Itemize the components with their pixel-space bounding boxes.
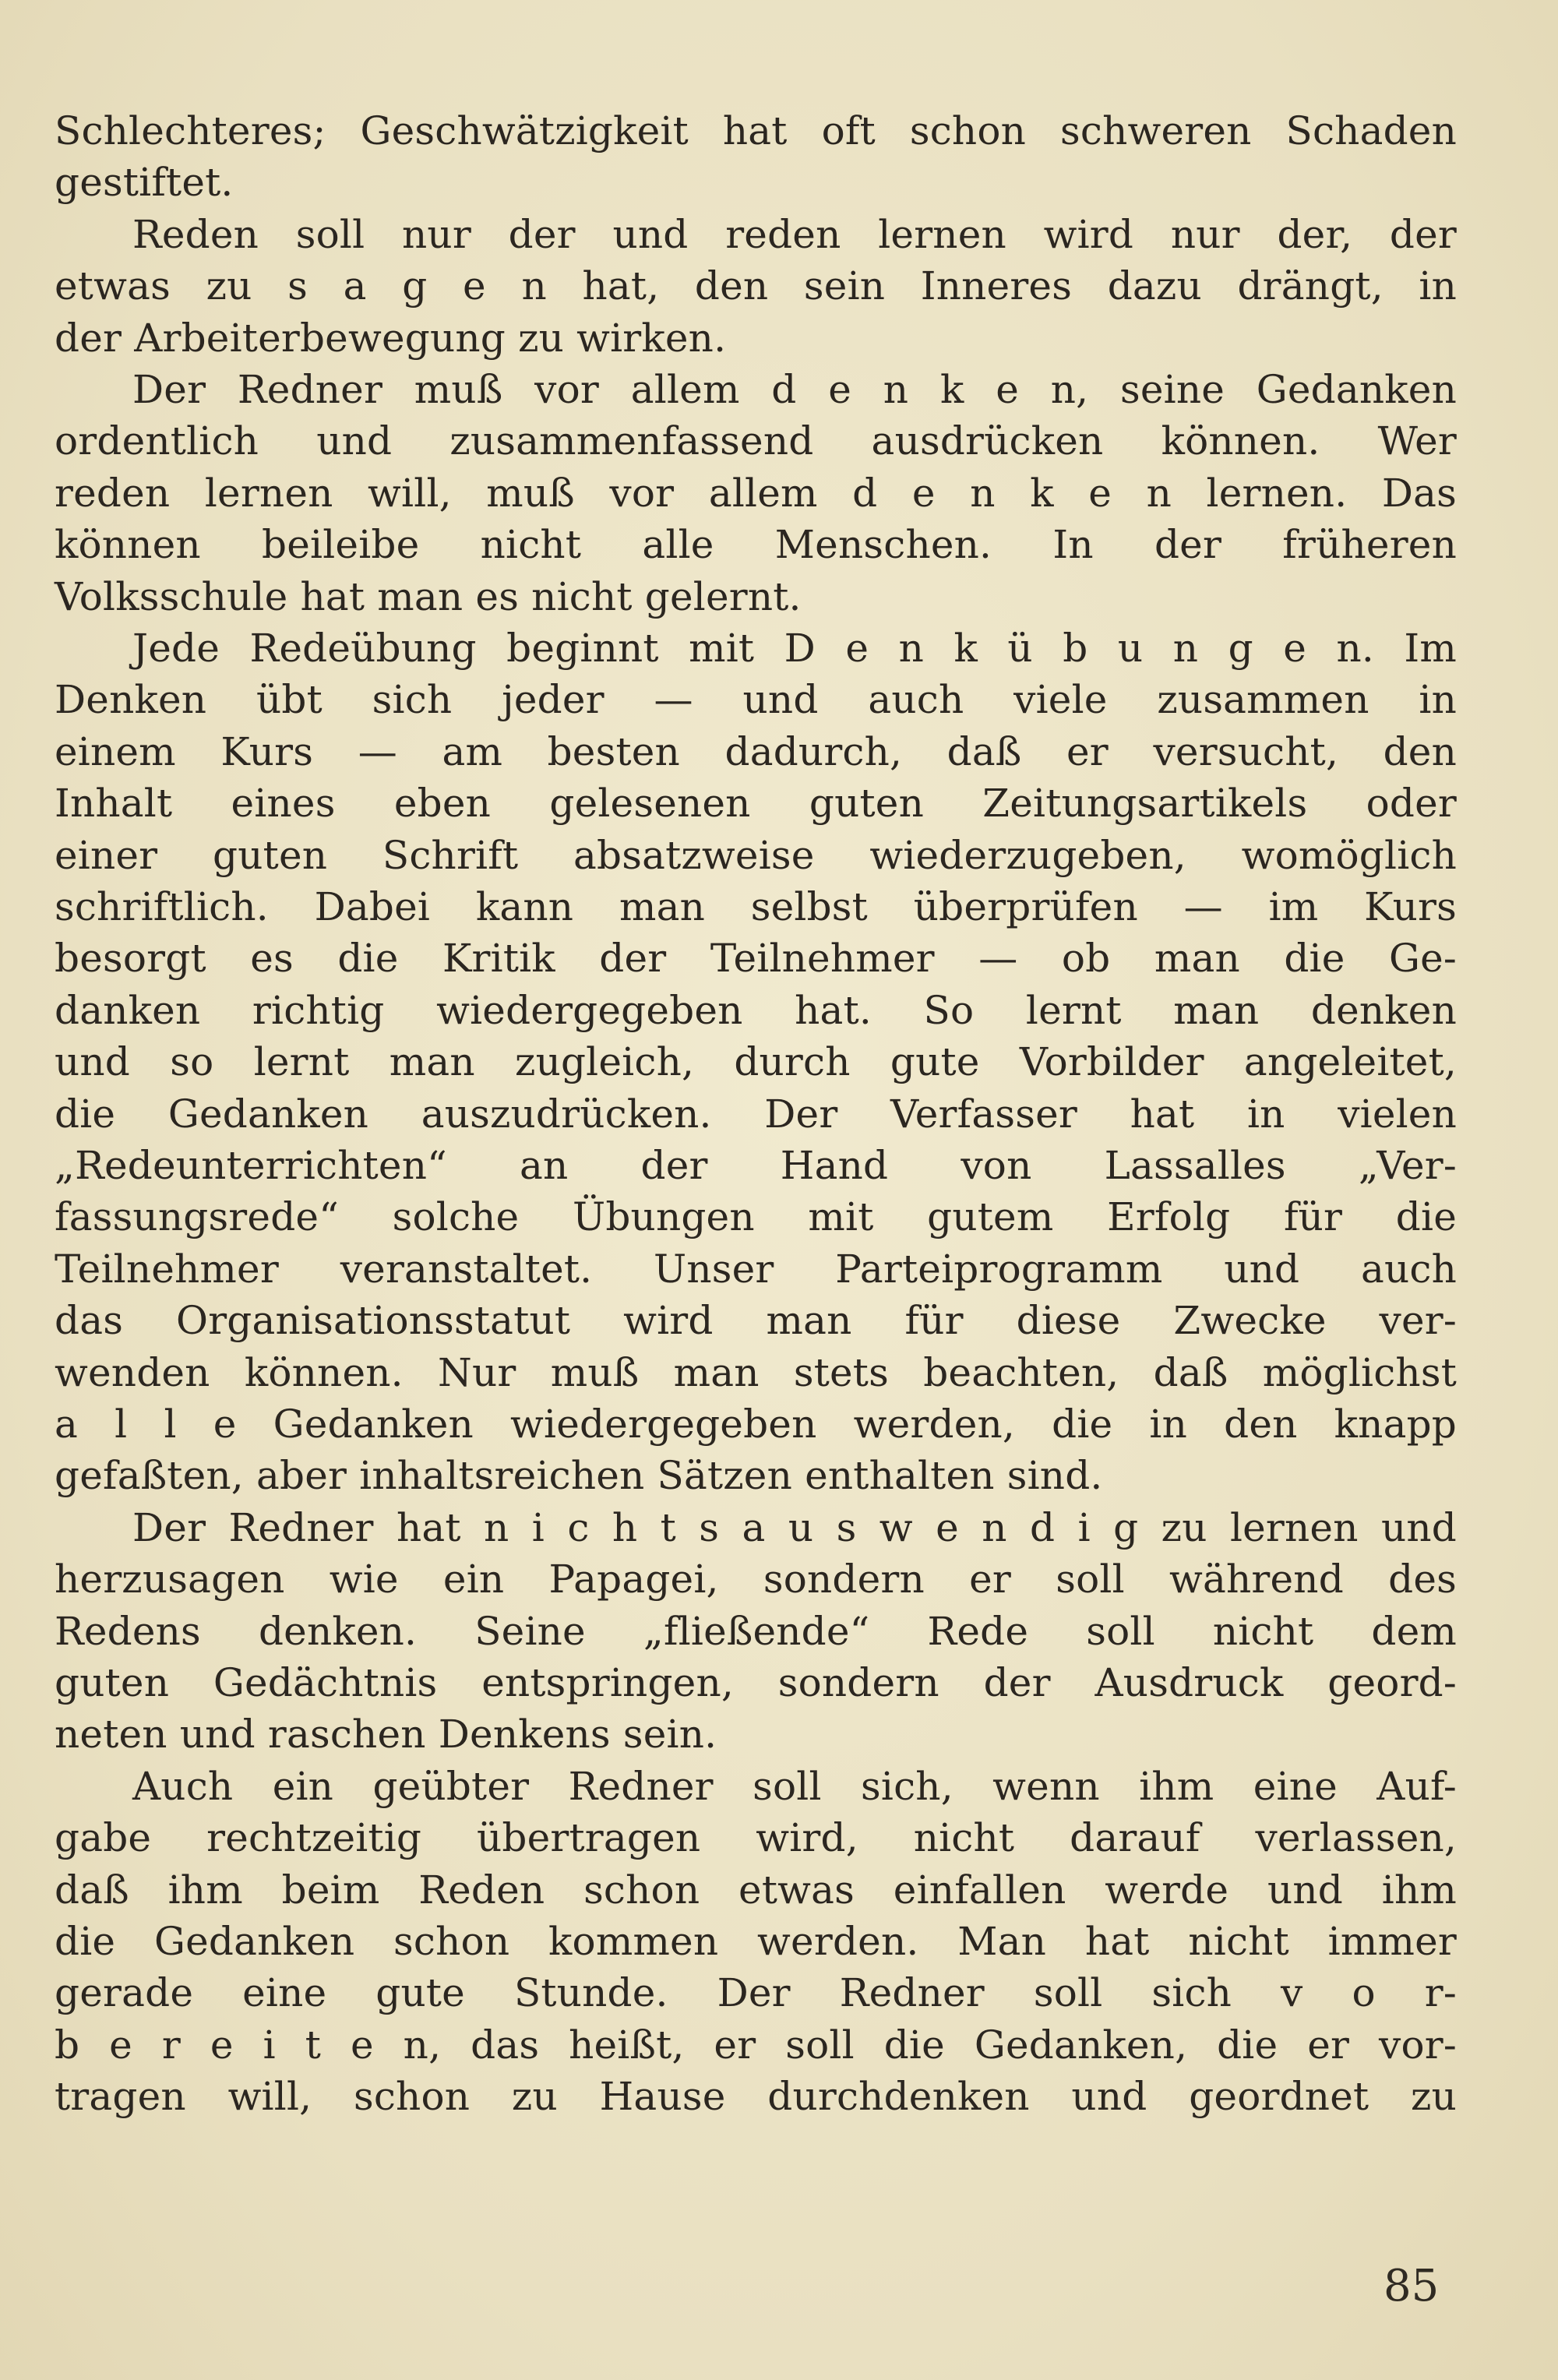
text-line: tragen will, schon zu Hause durchdenken und geordnet zu bbox=[55, 2074, 1457, 2119]
text-line: Auch ein geübter Redner soll sich, wenn ihm eine Auf- bbox=[132, 1764, 1457, 1809]
text-line: und so lernt man zugleich, durch gute Vorbilder angeleitet, bbox=[55, 1039, 1457, 1084]
text-line: Teilnehmer veranstaltet. Unser Parteiprogramm und auch bbox=[55, 1246, 1457, 1292]
text-line: guten Gedächtnis entspringen, sondern der Ausdruck geord- bbox=[55, 1660, 1457, 1705]
text-line: der Arbeiterbewegung zu wirken. bbox=[55, 316, 727, 361]
text-line: Inhalt eines eben gelesenen guten Zeitungsartikels oder bbox=[55, 781, 1457, 826]
text-line: fassungsrede“ solche Übungen mit gutem Erfolg für die bbox=[55, 1194, 1457, 1239]
text-line: einer guten Schrift absatzweise wiederzugeben, womöglich bbox=[55, 833, 1457, 878]
text-line: Jede Redeübung beginnt mit D e n k ü b u n g e n. Im bbox=[132, 626, 1457, 671]
text-line: können beileibe nicht alle Menschen. In der früheren bbox=[55, 522, 1457, 567]
text-line: reden lernen will, muß vor allem d e n k e n lernen. Das bbox=[55, 471, 1457, 516]
text-line: herzusagen wie ein Papagei, sondern er soll während des bbox=[55, 1557, 1457, 1602]
text-line: Der Redner muß vor allem d e n k e n, seine Gedanken bbox=[132, 367, 1457, 412]
text-line: daß ihm beim Reden schon etwas einfallen werde und ihm bbox=[55, 1867, 1457, 1913]
text-line: Schlechteres; Geschwätzigkeit hat oft schon schweren Schaden bbox=[55, 108, 1457, 153]
text-line: ordentlich und zusammenfassend ausdrücken können. Wer bbox=[55, 418, 1457, 464]
text-line: besorgt es die Kritik der Teilnehmer — ob man die Ge- bbox=[55, 936, 1457, 981]
text-line: „Redeunterrichten“ an der Hand von Lassalles „Ver- bbox=[55, 1143, 1457, 1188]
text-line: einem Kurs — am besten dadurch, daß er versucht, den bbox=[55, 729, 1457, 774]
text-line: gabe rechtzeitig übertragen wird, nicht darauf verlassen, bbox=[55, 1815, 1457, 1860]
text-line: a l l e Gedanken wiedergegeben werden, die in den knapp bbox=[55, 1402, 1457, 1447]
text-line: gerade eine gute Stunde. Der Redner soll sich v o r- bbox=[55, 1970, 1457, 2015]
text-line: b e r e i t e n, das heißt, er soll die Gedanken, die er vor- bbox=[55, 2022, 1457, 2068]
text-line: die Gedanken schon kommen werden. Man hat nicht immer bbox=[55, 1919, 1457, 1964]
text-line: das Organisationsstatut wird man für diese Zwecke ver- bbox=[55, 1298, 1457, 1343]
text-line: etwas zu s a g e n hat, den sein Inneres dazu drängt, in bbox=[55, 263, 1457, 309]
text-line: wenden können. Nur muß man stets beachten, daß möglichst bbox=[55, 1350, 1457, 1395]
text-line: neten und raschen Denkens sein. bbox=[55, 1712, 717, 1757]
text-line: gestiftet. bbox=[55, 160, 234, 205]
text-line: Der Redner hat n i c h t s a u s w e n d i g zu lernen und bbox=[132, 1505, 1457, 1550]
text-line: die Gedanken auszudrücken. Der Verfasser hat in vielen bbox=[55, 1091, 1457, 1137]
text-line: danken richtig wiedergegeben hat. So lernt man denken bbox=[55, 988, 1457, 1033]
text-line: schriftlich. Dabei kann man selbst überprüfen — im Kurs bbox=[55, 884, 1457, 929]
text-line: Volksschule hat man es nicht gelernt. bbox=[55, 574, 802, 619]
text-line: gefaßten, aber inhaltsreichen Sätzen enthalten sind. bbox=[55, 1453, 1103, 1498]
text-line: Denken übt sich jeder — und auch viele zusammen in bbox=[55, 677, 1457, 722]
text-line: Redens denken. Seine „fließende“ Rede soll nicht dem bbox=[55, 1609, 1457, 1654]
page-number: 85 bbox=[1384, 2261, 1440, 2311]
text-line: Reden soll nur der und reden lernen wird nur der, der bbox=[132, 212, 1457, 257]
